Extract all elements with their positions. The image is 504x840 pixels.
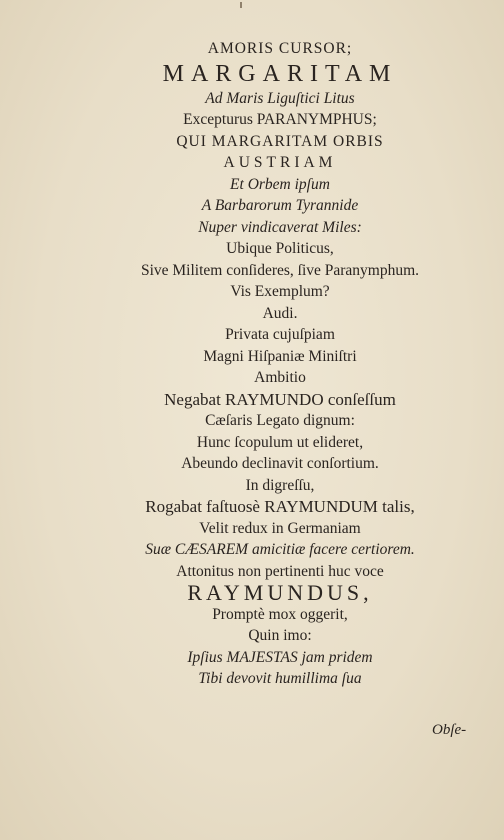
text-line: Promptè mox oggerit,	[212, 605, 348, 623]
text-line: Attonitus non pertinenti huc voce	[176, 562, 384, 580]
text-line: Sive Militem conſideres, ſive Paranymphum.	[140, 261, 420, 279]
text-line: Abeundo declinavit conſortium.	[181, 455, 379, 472]
text-line: Magni Hiſpaniæ Miniſtri	[203, 347, 357, 365]
catchword: Obſe-	[432, 722, 467, 738]
text-line: Ad Maris Liguſtici Litus	[205, 89, 355, 107]
text-line: AMORIS CURSOR;	[207, 40, 353, 57]
text-line: Et Orbem ipſum	[230, 175, 330, 193]
text-line: Negabat RAYMUNDO conſeſſum	[164, 389, 396, 409]
text-line: QUI MARGARITAM ORBIS	[176, 132, 384, 150]
text-line: Nuper vindicaverat Miles:	[198, 218, 362, 236]
text-line: Tibi devovit humillima ſua	[198, 670, 362, 687]
text-line: Vis Exemplum?	[230, 283, 330, 300]
text-line: Audi.	[262, 304, 298, 322]
text-block	[110, 38, 450, 690]
text-line: Hunc ſcopulum ut elideret,	[196, 433, 364, 451]
text-line: A Barbarorum Tyrannide	[201, 197, 359, 214]
text-line: Ipſius MAJESTAS jam pridem	[187, 648, 373, 666]
text-line: MARGARITAM	[162, 60, 398, 87]
text-line: Excepturus PARANYMPHUS;	[183, 111, 377, 128]
text-line: Velit redux in Germaniam	[199, 519, 361, 537]
page-mark	[240, 2, 242, 8]
text-line: Ambitio	[254, 369, 306, 386]
text-line: Suæ CÆSAREM amicitiæ facere certiorem.	[145, 541, 415, 558]
text-line: Cæſaris Legato dignum:	[205, 412, 355, 429]
text-line: Quin imo:	[248, 627, 312, 644]
text-line: Rogabat faſtuosè RAYMUNDUM talis,	[145, 497, 415, 516]
text-line: RAYMUNDUS,	[187, 580, 373, 605]
text-line: Privata cujuſpiam	[225, 326, 335, 343]
text-line: AUSTRIAM	[223, 154, 337, 171]
text-line: In digreſſu,	[245, 476, 315, 494]
text-line: Ubique Politicus,	[226, 240, 334, 257]
